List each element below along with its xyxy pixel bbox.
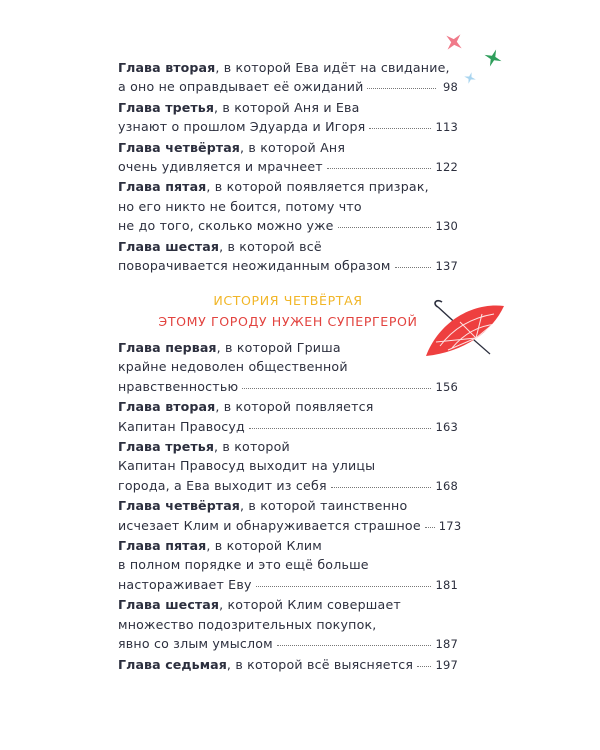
toc-entry [118,338,458,397]
toc-line [118,595,458,614]
leader-dots [417,662,431,667]
chapter-text: , в которой появляется [215,399,374,415]
toc-top-list [118,58,458,276]
toc-line [118,536,458,555]
toc-bottom-list [118,338,462,675]
toc-line [118,615,458,634]
chapter-text: , в которой Гриша [216,340,341,355]
page-number: 98 [442,80,458,95]
chapter-text: а оно не оправдывает её ожиданий [118,79,364,95]
chapter-text: в полном порядке и это ещё больше [118,557,369,573]
chapter-text: , в которой Аня и Ева [214,99,360,115]
chapter-label: Глава вторая [118,60,216,75]
page-number: 181 [435,577,458,592]
chapter-text: , в которой таинственно [240,498,408,514]
chapter-text: , в которой всё выясняется [226,656,414,672]
toc-entry [118,98,458,138]
toc-line [118,117,458,137]
chapter-label: Глава вторая [118,399,216,415]
star-green-icon [484,49,502,67]
chapter-text: , в которой всё [219,238,322,254]
leader-dots [331,483,432,488]
toc-line [118,237,458,256]
toc-line [118,77,458,97]
toc-entry [118,496,462,536]
chapter-label: Глава первая [118,340,217,355]
chapter-text: города, а Ева выходит из себя [118,477,327,493]
star-blue-icon [464,72,476,84]
chapter-label: Глава третья [118,99,215,115]
toc-line [118,516,462,536]
toc-line [118,417,458,437]
chapter-label: Глава шестая [118,597,220,613]
toc-line [118,357,458,376]
toc-line [118,655,458,675]
toc-line [118,58,458,77]
story-title: ИСТОРИЯ ЧЕТВЁРТАЯ [213,293,363,308]
leader-dots [249,424,431,429]
toc-entry [118,138,458,178]
toc-line [118,575,458,595]
page-number: 156 [435,379,458,394]
chapter-text: настораживает Еву [118,576,252,592]
star-pink-icon [444,32,464,52]
toc-entry [118,177,458,236]
toc-line [118,397,458,416]
toc-line [118,216,458,236]
page-number: 122 [435,160,458,175]
toc-entry [118,437,458,496]
toc-entry [118,237,458,277]
toc-line [118,377,458,397]
toc-entry [118,655,458,675]
chapter-text: исчезает Клим и обнаруживается страшное [118,517,421,533]
chapter-text: , в которой появляется призрак, [206,179,429,195]
toc-line [118,555,458,574]
chapter-label: Глава третья [118,439,215,455]
chapter-text: явно со злым умыслом [118,636,273,652]
toc-line [118,437,458,456]
leader-dots [242,384,431,389]
leader-dots [395,263,432,268]
chapter-label: Глава седьмая [118,656,227,672]
toc-line [118,456,458,475]
leader-dots [256,582,432,587]
toc-line [118,98,458,117]
toc-line [118,157,458,177]
chapter-text: узнают о прошлом Эдуарда и Игоря [118,119,366,135]
chapter-text: Капитан Правосуд [118,418,245,434]
leader-dots [338,223,432,228]
chapter-text: но его никто не боится, потому что [118,198,362,214]
leader-dots [277,641,432,646]
chapter-text: очень удивляется и мрачнеет [118,159,323,175]
page-number: 163 [435,419,458,434]
page-number: 130 [435,219,458,234]
chapter-label: Глава четвёртая [118,498,240,514]
toc-entry [118,595,458,654]
page-number: 113 [435,120,458,135]
toc-line [118,496,458,515]
toc-line [118,476,458,496]
chapter-label: Глава пятая [118,538,207,554]
chapter-text: нравственностью [118,378,239,394]
toc-line [118,634,458,654]
toc-line [118,138,458,157]
leader-dots [327,164,432,169]
toc-line [118,177,458,196]
chapter-text: не до того, сколько можно уже [118,218,334,234]
chapter-label: Глава шестая [118,238,220,254]
toc-entry [118,536,458,595]
chapter-text: Капитан Правосуд выходит на улицы [118,458,376,474]
toc-line [118,256,458,276]
leader-dots [367,84,436,89]
chapter-label: Глава четвёртая [118,139,240,155]
toc-entry [118,397,458,437]
page-number: 187 [435,637,458,652]
toc-line [118,338,458,357]
page-number: 173 [438,518,462,533]
chapter-text: крайне недоволен общественной [118,359,348,375]
leader-dots [425,523,435,528]
toc-entry [118,58,458,98]
chapter-text: , в которой Ева идёт на свидание, [215,60,450,75]
chapter-text: множество подозрительных покупок, [118,616,377,632]
chapter-label: Глава пятая [118,179,207,195]
chapter-text: , которой Клим совершает [219,597,401,613]
chapter-text: , в которой Аня [240,139,346,155]
toc-line [118,197,458,216]
chapter-text: , в которой Клим [206,538,322,554]
leader-dots [369,124,431,129]
page-number: 197 [435,657,458,672]
chapter-text: поворачивается неожиданным образом [118,258,391,274]
chapter-text: , в которой [214,439,290,455]
page-number: 168 [435,478,458,493]
story-subtitle: ЭТОМУ ГОРОДУ НУЖЕН СУПЕРГЕРОЙ [158,314,418,329]
page-number: 137 [435,259,458,274]
